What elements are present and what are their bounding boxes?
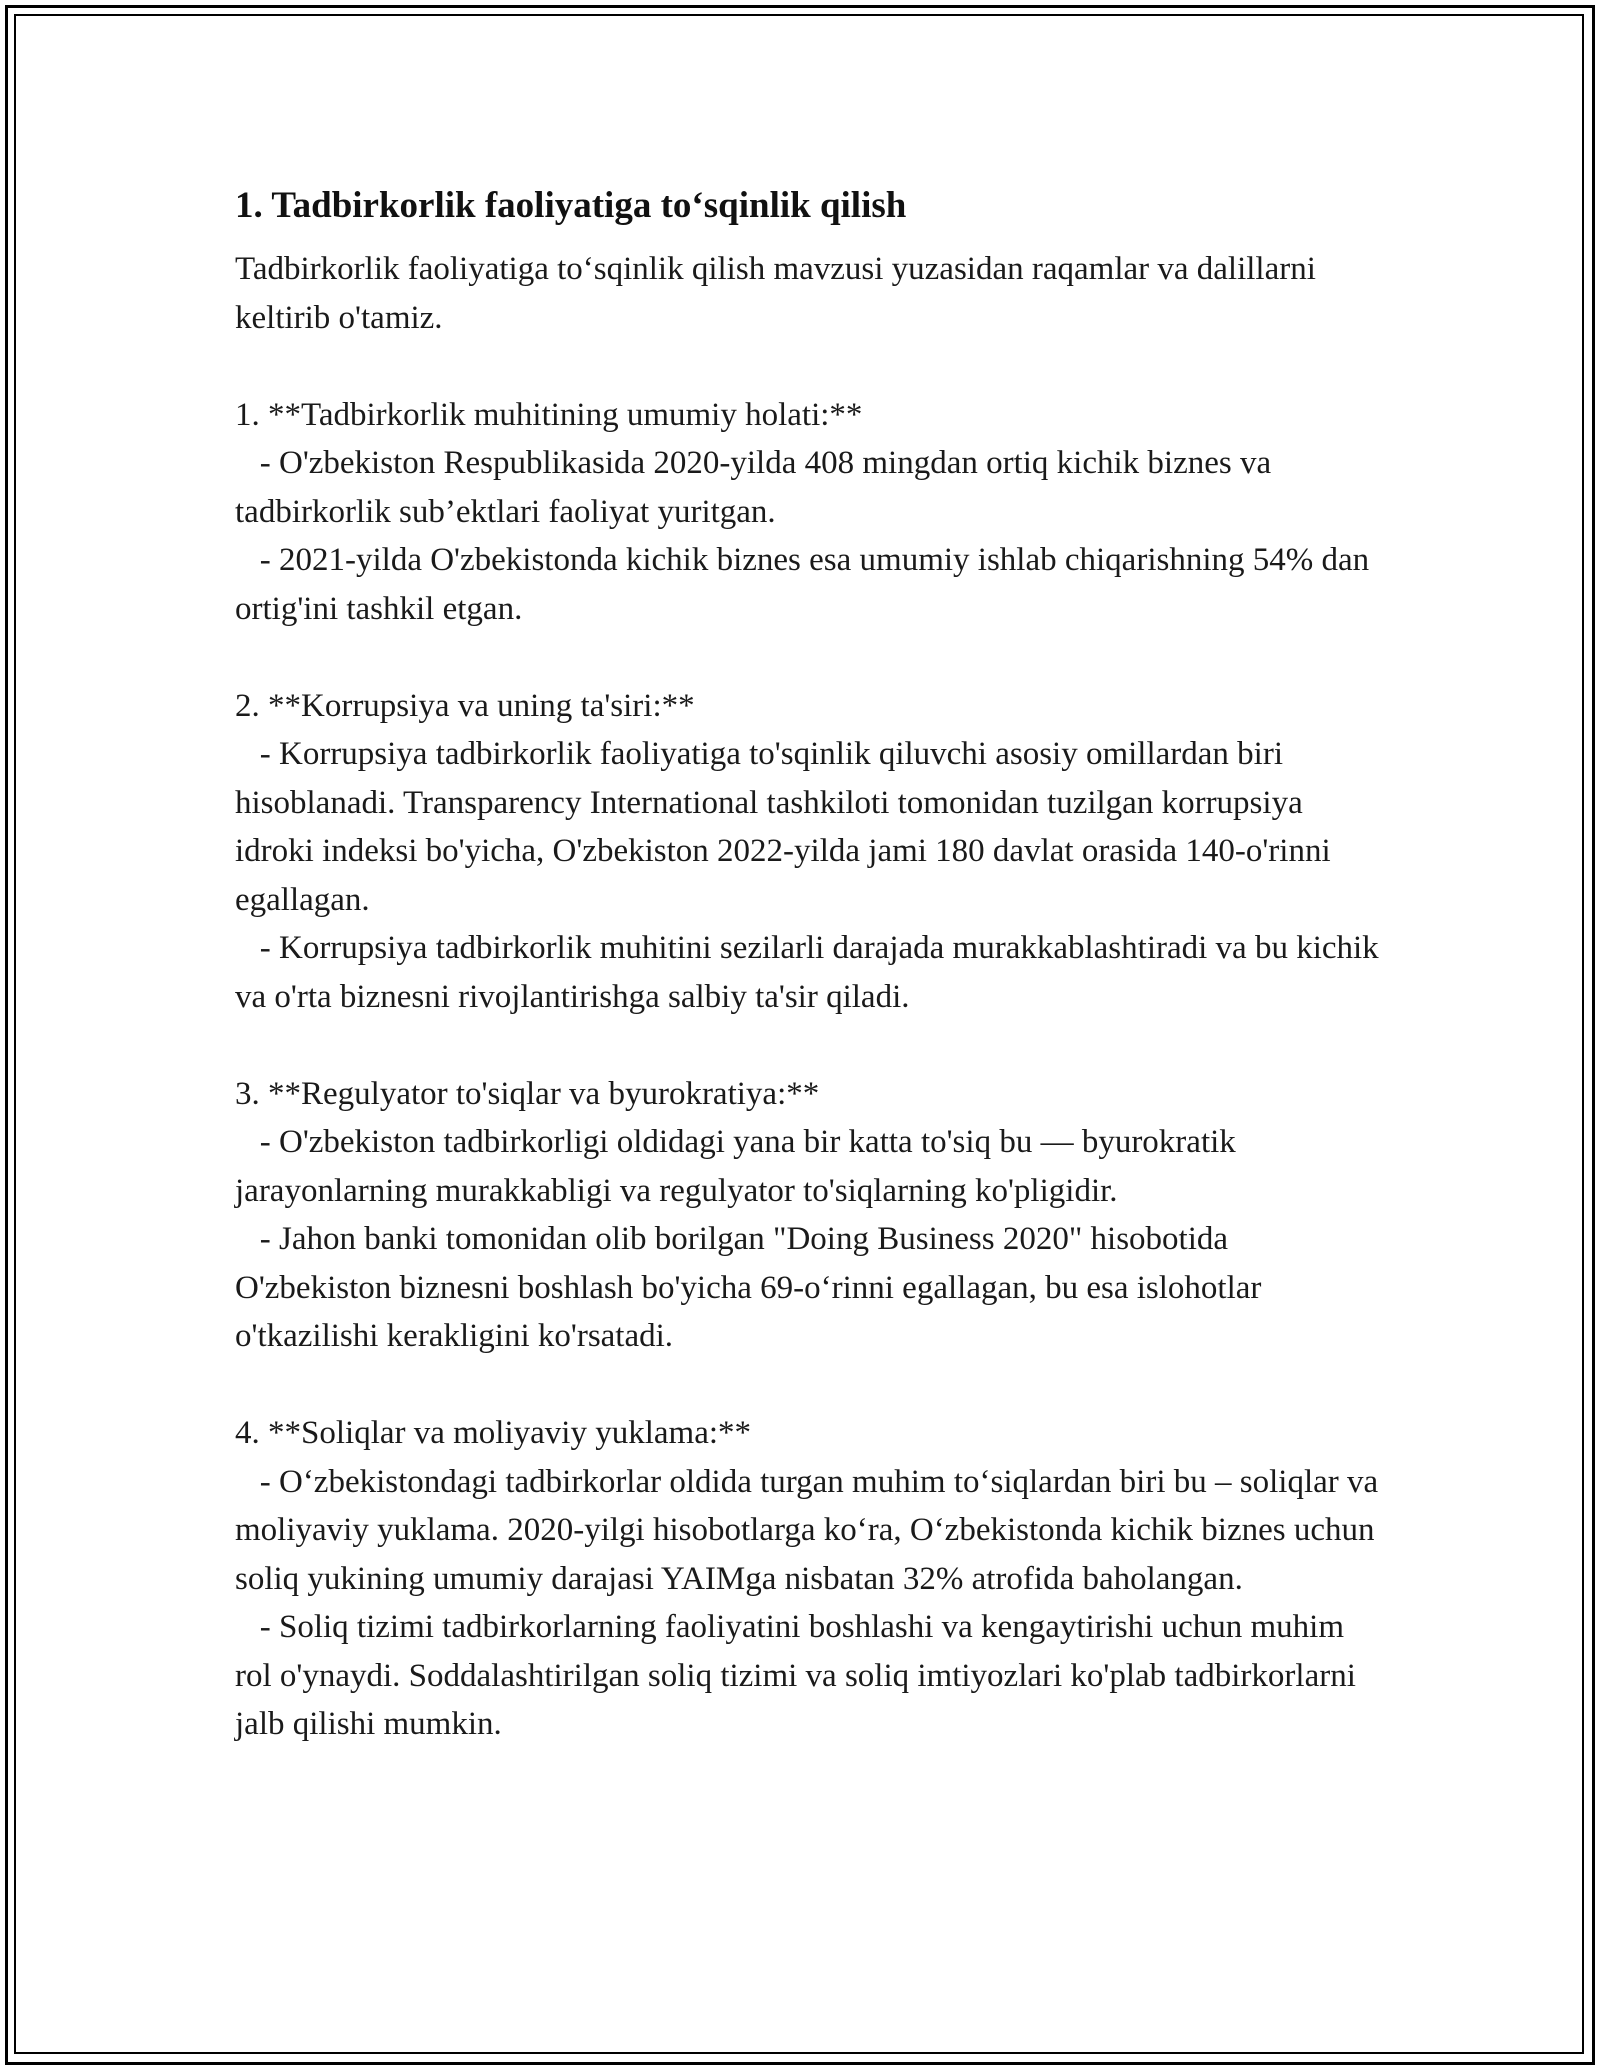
spacer xyxy=(235,342,1385,391)
section-heading: 3. **Regulyator to'siqlar va byurokratiya:** xyxy=(235,1075,820,1112)
section-heading: 1. **Tadbirkorlik muhitining umumiy holati:** xyxy=(235,396,863,433)
bullet-point: - O'zbekiston tadbirkorligi oldidagi yana bir katta to'siq bu — byurokratik jarayonlarning murakkabligi va regulyator to'siqlarning ko'pligidir. xyxy=(235,1124,1245,1209)
bullet-point: - O‘zbekistondagi tadbirkorlar oldida turgan muhim to‘siqlardan biri bu – soliqlar va moliyaviy yuklama. 2020-yilgi hisobotlarga ko‘ra, O‘zbekistonda kichik biznes uchun soliq yukining umumiy darajasi YAIMga nisbatan 32% atrofida baholangan. xyxy=(235,1463,1387,1597)
bullet-point: - Korrupsiya tadbirkorlik faoliyatiga to'sqinlik qiluvchi asosiy omillardan biri hisoblanadi. Transparency International tashkiloti tomonidan tuzilgan korrupsiya idroki indeksi bo'yicha, O'zbekiston 2022-yilda jami 180 davlat orasida 140-o'rinni egallagan. xyxy=(235,736,1339,918)
document-title: 1. Tadbirkorlik faoliyatiga to‘sqinlik qilish xyxy=(235,185,907,226)
spacer xyxy=(235,1021,1385,1070)
section-4 xyxy=(235,1409,1385,1749)
intro-paragraph: Tadbirkorlik faoliyatiga to‘sqinlik qilish mavzusi yuzasidan raqamlar va dalillarni keltirib o'tamiz. xyxy=(235,251,1325,336)
bullet-point: - O'zbekiston Respublikasida 2020-yilda 408 mingdan ortiq kichik biznes va tadbirkorlik sub’ektlari faoliyat yuritgan. xyxy=(235,445,1280,530)
document-body xyxy=(235,183,1385,1749)
section-heading: 2. **Korrupsiya va uning ta'siri:** xyxy=(235,687,695,724)
spacer xyxy=(235,633,1385,682)
bullet-point: - Soliq tizimi tadbirkorlarning faoliyatini boshlashi va kengaytirishi uchun muhim rol o'ynaydi. Soddalashtirilgan soliq tizimi va soliq imtiyozlari ko'plab tadbirkorlarni jalb qilishi mumkin. xyxy=(235,1609,1365,1742)
bullet-point: - Jahon banki tomonidan olib borilgan "Doing Business 2020" hisobotida O'zbekiston biznesni boshlash bo'yicha 69-o‘rinni egallagan, bu esa islohotlar o'tkazilishi kerakligini ko'rsatadi. xyxy=(235,1221,1270,1354)
section-1 xyxy=(235,391,1385,634)
bullet-point: - 2021-yilda O'zbekistonda kichik biznes esa umumiy ishlab chiqarishning 54% dan ortig'ini tashkil etgan. xyxy=(235,542,1378,627)
spacer xyxy=(235,1361,1385,1410)
section-3 xyxy=(235,1070,1385,1361)
bullet-point: - Korrupsiya tadbirkorlik muhitini sezilarli darajada murakkablashtiradi va bu kichik va o'rta biznesni rivojlantirishga salbiy ta'sir qiladi. xyxy=(235,930,1387,1015)
section-2 xyxy=(235,682,1385,1022)
section-heading: 4. **Soliqlar va moliyaviy yuklama:** xyxy=(235,1415,752,1451)
